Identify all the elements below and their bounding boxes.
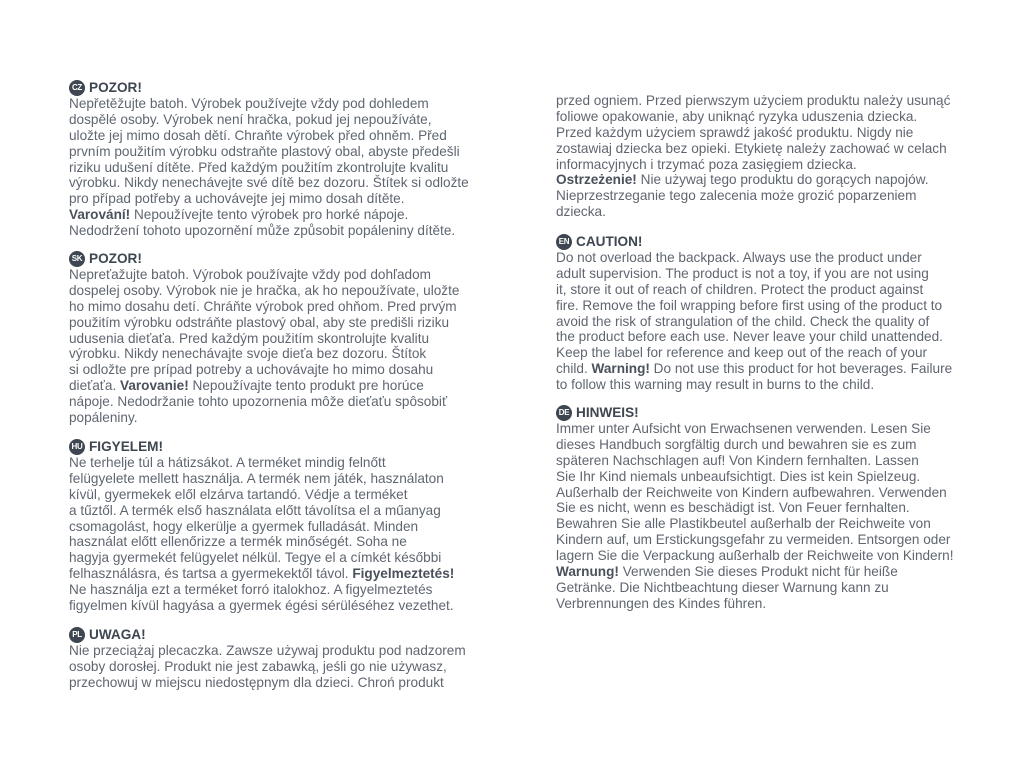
warning-text: Nie używaj tego produktu do gorących napojów. [636,172,929,188]
language-badge-hu: HU [69,439,85,455]
warning-line [556,564,971,580]
warning-word: Varování! [69,207,131,223]
section-pl [69,626,484,691]
text-line: fire. Remove the foil wrapping before first using of the product to [556,297,943,313]
section-heading [69,438,484,455]
section-pl-continued [556,93,971,220]
text-line: Getränke. Die Nichtbeachtung dieser Warnung kann zu [556,579,889,595]
text-line: Außerhalb der Reichweite von Kindern aufbewahren. Verwenden [556,484,947,500]
text-line: Nie przeciążaj plecaczka. Zawsze używaj produktu pod nadzorem [69,643,466,658]
text-line: to follow this warning may result in burns to the child. [556,377,875,393]
warning-line [69,566,484,582]
text-line: Nieprzestrzeganie tego zalecenia może grozić poparzeniem [556,188,917,204]
text-line: adult supervision. The product is not a toy, if you are not using [556,265,929,281]
section-heading [556,233,971,250]
section-de [556,404,971,612]
text-line: Sie es nicht, wenn es beschädigt ist. Von Feuer fernhalten. [556,500,910,516]
text-line: uložte jej mimo dosah dětí. Chraňte výrobek před ohněm. Před [69,127,447,143]
text-line: späteren Nachschlagen auf! Von Kindern fernhalten. Lassen [556,452,919,468]
text-line: osoby dorosłej. Produkt nie jest zabawką, jeśli go nie używasz, [69,658,447,674]
section-sk [69,250,484,426]
language-badge-pl: PL [69,627,85,643]
text-line: hagyja gyermekét felügyelet nélkül. Tegye el a címkét későbbi [69,550,442,566]
text-line: lagern Sie die Verpackung außerhalb der Reichweite von Kindern! [556,548,954,564]
text-line: Immer unter Aufsicht von Erwachsenen verwenden. Lesen Sie [556,421,931,436]
section-cz [69,79,484,239]
warning-lead: dieťaťa. [69,378,121,394]
text-line: si odložte pre prípad potreby a uchovávajte ho mimo dosahu [69,362,434,378]
text-line: Sie Ihr Kind niemals unbeaufsichtigt. Dies ist kein Spielzeug. [556,468,921,484]
warning-text: Verwenden Sie dieses Produkt nicht für heiße [618,564,898,580]
text-line: riziku udušení dítěte. Před každým použitím zkontrolujte kvalitu [69,159,449,175]
text-line: Ne használja ezt a terméket forró italokhoz. A figyelmeztetés [69,582,433,598]
text-line: Verbrennungen des Kindes führen. [556,595,767,611]
text-line: prvním použitím výrobku odstraňte plastový obal, abyste předešli [69,143,460,159]
text-line: figyelmen kívül hagyása a gyermek égési sérüléséhez vezethet. [69,598,454,614]
text-line: foliowe opakowanie, aby uniknąć ryzyka uduszenia dziecka. [556,108,918,124]
section-title: POZOR! [89,79,142,95]
text-line: udusenia dieťaťa. Pred každým použitím skontrolujte kvalitu [69,330,430,346]
text-line: Do not overload the backpack. Always use the product under [556,250,922,265]
warning-line [556,361,971,377]
section-heading [69,79,484,96]
text-line: informacyjnych i trzymać poza zasięgiem dziecka. [556,156,857,172]
text-line: dziecka. [556,204,606,220]
section-heading [69,250,484,267]
text-line: it, store it out of reach of children. Protect the product against [556,281,924,297]
section-title: POZOR! [89,250,142,266]
text-line: dieses Handbuch sorgfältig durch und bewahren sie es zum [556,436,917,452]
text-line: výrobku. Nikdy nenechávajte svoje dieťa bez dozoru. Štítok [69,346,427,362]
text-line: the product before each use. Never leave your child unattended. [556,329,943,345]
section-title: CAUTION! [576,233,643,249]
section-en [556,233,971,393]
text-line: kívül, gyermekek elől elzárva tartandó. Védje a terméket [69,486,408,502]
warning-word: Varovanie! [120,378,189,394]
language-badge-de: DE [556,405,572,421]
text-line: avoid the risk of strangulation of the child. Check the quality of [556,313,930,329]
warning-line [69,207,484,223]
text-line: Przed każdym użyciem sprawdź jakość produktu. Nigdy nie [556,124,914,140]
warning-word: Warnung! [556,564,619,580]
section-hu [69,438,484,614]
warning-text: Nepoužívejte tento výrobek pro horké nápoje. [130,207,409,223]
warning-text: Do not use this product for hot beverages. Failure [649,361,953,377]
text-line: Bewahren Sie alle Plastikbeutel außerhalb der Reichweite von [556,516,931,532]
text-line: zostawiaj dziecka bez opieki. Etykietę należy zachować w celach [556,140,947,156]
text-line: a tűztől. A termék első használata előtt távolítsa el a műanyag [69,502,441,518]
text-line: popáleniny. [69,410,138,426]
warning-text: Nepoužívajte tento produkt pre horúce [188,378,424,394]
warning-lead: felhasználásra, és tartsa a gyermekektől távol. [69,566,353,582]
text-line: ho mimo dosahu detí. Chráňte výrobok pred ohňom. Pred prvým [69,298,457,314]
warning-word: Warning! [591,361,650,377]
text-line: Nepřetěžujte batoh. Výrobek používejte vždy pod dohledem [69,96,429,111]
language-badge-cz: CZ [69,80,85,96]
warning-word: Ostrzeżenie! [556,172,637,188]
section-title: FIGYELEM! [89,438,164,454]
text-line: dospělé osoby. Výrobek není hračka, pokud jej nepoužíváte, [69,111,432,127]
warning-line [69,378,484,394]
warning-word: Figyelmeztetés! [352,566,455,582]
section-heading [69,626,484,643]
text-line: Nedodržení tohoto upozornění může způsobit popáleniny dítěte. [69,223,456,239]
text-line: výrobku. Nikdy nenechávejte své dítě bez dozoru. Štítek si odložte [69,175,469,191]
text-line: felügyelete mellett használja. A termék nem játék, használaton [69,470,444,486]
text-line: Keep the label for reference and keep out of the reach of your [556,345,928,361]
text-line: Ne terhelje túl a hátizsákot. A terméket mindig felnőtt [69,455,386,470]
section-heading [556,404,971,421]
text-line: pro případ potřeby a uchovávejte jej mimo dosah dítěte. [69,191,405,207]
section-title: HINWEIS! [576,404,639,420]
text-line: Nepreťažujte batoh. Výrobok používajte vždy pod dohľadom [69,267,431,282]
text-line: nápoje. Nedodržanie tohto upozornenia môže dieťaťu spôsobiť [69,394,448,410]
language-badge-en: EN [556,234,572,250]
text-line: použitím výrobku odstráňte plastový obal, aby ste predišli riziku [69,314,450,330]
warning-lead: child. [556,361,592,377]
language-badge-sk: SK [69,251,85,267]
text-line: przed ogniem. Przed pierwszym użyciem produktu należy usunąć [556,93,951,108]
text-line: használat előtt ellenőrizze a termék minőségét. Soha ne [69,534,407,550]
text-line: przechowuj w miejscu niedostępnym dla dzieci. Chroń produkt [69,674,444,690]
text-line: csomagolást, hogy elkerülje a gyermek fulladását. Minden [69,518,419,534]
text-line: dospelej osoby. Výrobok nie je hračka, ak ho nepoužívate, uložte [69,282,460,298]
text-line: Kindern auf, um Erstickungsgefahr zu vermeiden. Entsorgen oder [556,532,951,548]
warning-line [556,172,971,188]
section-title: UWAGA! [89,626,146,642]
